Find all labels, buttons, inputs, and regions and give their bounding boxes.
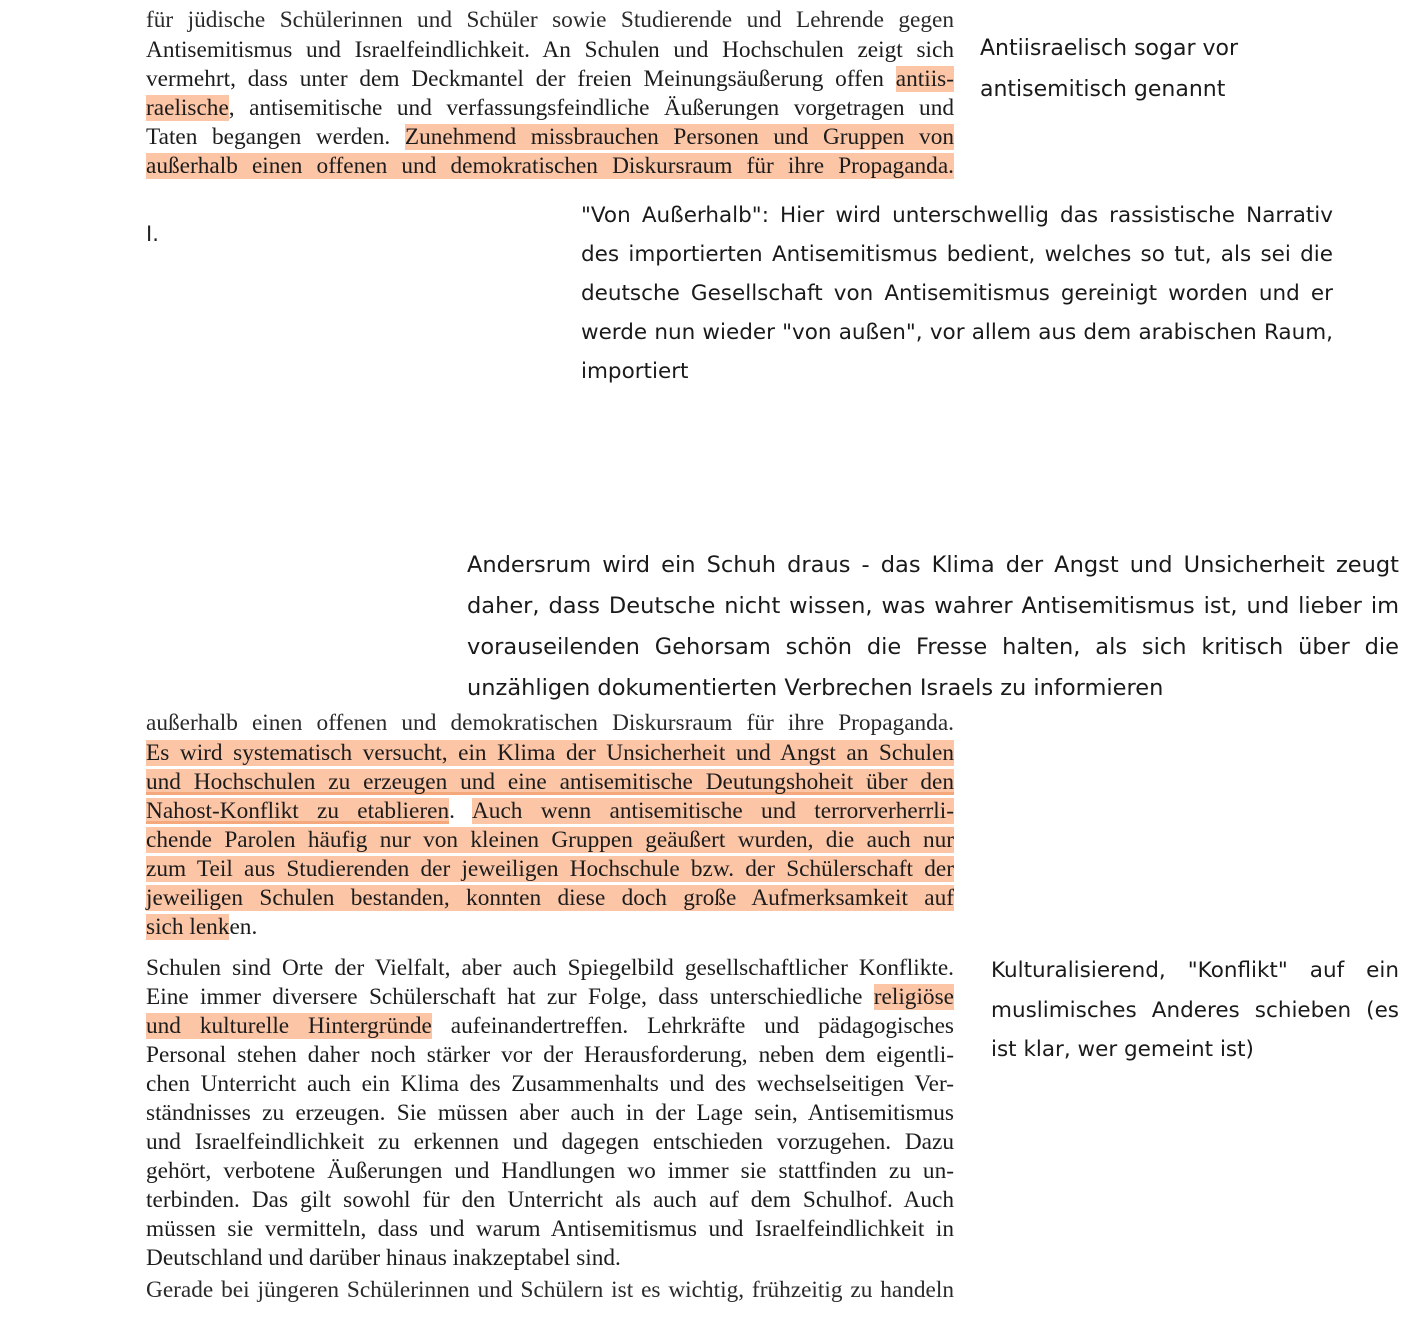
comment-antiisraelisch: Antiisraelisch sogar vor antisemitisch genannt (980, 36, 1239, 102)
highlighted-phrase: und kulturelle Hintergründe (146, 1013, 432, 1039)
excerpt-text: vermehrt, dass unter dem Deckmantel der freien Meinungsäußerung offen (146, 66, 896, 92)
cropped-line-bottom (146, 1276, 954, 1303)
excerpt-line (146, 826, 954, 855)
excerpt-text: en. (229, 914, 258, 940)
excerpt-line: gehört, verbotene Äußerungen und Handlungen wo immer sie stattfinden zu un- (146, 1158, 954, 1184)
excerpt-line (146, 152, 954, 181)
excerpt-line: und Israelfeindlichkeit zu erkennen und dagegen entschieden vorzugehen. Dazu (146, 1129, 954, 1155)
highlighted-phrase: antiis- (895, 66, 954, 92)
document-excerpt-top (146, 36, 954, 181)
excerpt-line (146, 855, 954, 884)
highlighted-phrase: und Hochschulen zu erzeugen und eine antisemitische Deutungshoheit über den (146, 769, 954, 795)
highlighted-phrase: Zunehmend missbrauchen Personen und Gruppen von (404, 124, 954, 150)
excerpt-line (146, 1012, 954, 1041)
excerpt-line: Deutschland und darüber hinaus inakzeptabel sind. (146, 1245, 621, 1271)
document-excerpt-middle (146, 739, 954, 942)
excerpt-line: Antisemitismus und Israelfeindlichkeit. An Schulen und Hochschulen zeigt sich (146, 37, 954, 63)
excerpt-line (146, 123, 954, 152)
highlighted-phrase: Es wird systematisch versucht, ein Klima der Unsicherheit und Angst an Schulen (146, 740, 954, 766)
excerpt-text: , antisemitische und verfassungsfeindliche Äußerungen vorgetragen und (228, 95, 954, 121)
excerpt-line: Personal stehen daher noch stärker vor der Herausforderung, neben dem eigentli- (146, 1042, 954, 1068)
highlighted-phrase: Nahost-Konflikt zu etablieren (146, 798, 450, 824)
highlighted-phrase: chende Parolen häufig nur von kleinen Gruppen geäußert wurden, die auch nur (146, 827, 954, 853)
excerpt-line: ständnisses zu erzeugen. Sie müssen aber auch in der Lage sein, Antisemitismus (146, 1100, 954, 1126)
highlighted-phrase: sich lenk (146, 914, 230, 940)
excerpt-line (146, 884, 954, 913)
cropped-line-middle (146, 710, 954, 738)
excerpt-line (146, 94, 954, 123)
document-excerpt-bottom (146, 954, 954, 1273)
highlighted-phrase: jeweiligen Schulen bestanden, konnten diese doch große Aufmerksamkeit auf (146, 885, 954, 911)
excerpt-line: müssen sie vermitteln, dass und warum Antisemitismus und Israelfeindlichkeit in (146, 1216, 954, 1242)
cropped-line-top (146, 7, 954, 35)
comment-von-ausserhalb: "Von Außerhalb": Hier wird unterschwellig das rassistische Narrativ des importierten Antisemitismus bedient, welches so tut, als sei die deutsche Gesellschaft von Antisemitismus gereinigt worden und er werde nun wieder "von außen", vor allem aus dem arabischen Raum, importiert (581, 203, 1333, 384)
highlighted-phrase: zum Teil aus Studierenden der jeweiligen Hochschule bzw. der Schülerschaft der (146, 856, 954, 882)
excerpt-line (146, 913, 954, 942)
excerpt-line (146, 739, 954, 768)
cropped-text: für jüdische Schülerinnen und Schüler sowie Studierende und Lehrende gegen (146, 7, 954, 33)
highlighted-phrase: raelische (146, 95, 229, 121)
excerpt-text: Eine immer diversere Schülerschaft hat zur Folge, dass unterschiedliche (146, 984, 874, 1010)
excerpt-text: . (449, 798, 472, 824)
comment-andersrum: Andersrum wird ein Schuh draus - das Klima der Angst und Unsicherheit zeugt daher, dass Deutsche nicht wissen, was wahrer Antisemitismus ist, und lieber im vorauseilenden Gehorsam schön die Fresse halten, als sich kritisch über die unzähligen dokumentierten Verbrechen Israels zu informieren (467, 552, 1399, 701)
excerpt-line: chen Unterricht auch ein Klima des Zusammenhalts und des wechselseitigen Ver- (146, 1071, 954, 1097)
cropped-text: Gerade bei jüngeren Schülerinnen und Schülern ist es wichtig, frühzeitig zu handeln (146, 1277, 954, 1303)
cropped-text: außerhalb einen offenen und demokratischen Diskursraum für ihre Propaganda. (146, 710, 954, 736)
excerpt-line (146, 797, 954, 826)
section-marker: I. (146, 222, 159, 246)
excerpt-line (146, 768, 954, 797)
highlighted-phrase: religiöse (873, 984, 954, 1010)
excerpt-text: aufeinandertreffen. Lehrkräfte und pädagogisches (431, 1013, 954, 1039)
excerpt-line (146, 65, 954, 94)
highlighted-phrase: außerhalb einen offenen und demokratischen Diskursraum für ihre Propaganda. (146, 153, 954, 179)
excerpt-line: terbinden. Das gilt sowohl für den Unterricht als auch auf dem Schulhof. Auch (146, 1187, 954, 1213)
excerpt-line: Schulen sind Orte der Vielfalt, aber auch Spiegelbild gesellschaftlicher Konflikte. (146, 955, 954, 981)
comment-kulturalisierend: Kulturalisierend, "Konflikt" auf ein muslimisches Anderes schieben (es ist klar, wer gemeint ist) (991, 958, 1399, 1062)
excerpt-text: Taten begangen werden. (146, 124, 405, 150)
highlighted-phrase: Auch wenn antisemitische und terrorverherrli- (471, 798, 954, 824)
excerpt-line (146, 983, 954, 1012)
